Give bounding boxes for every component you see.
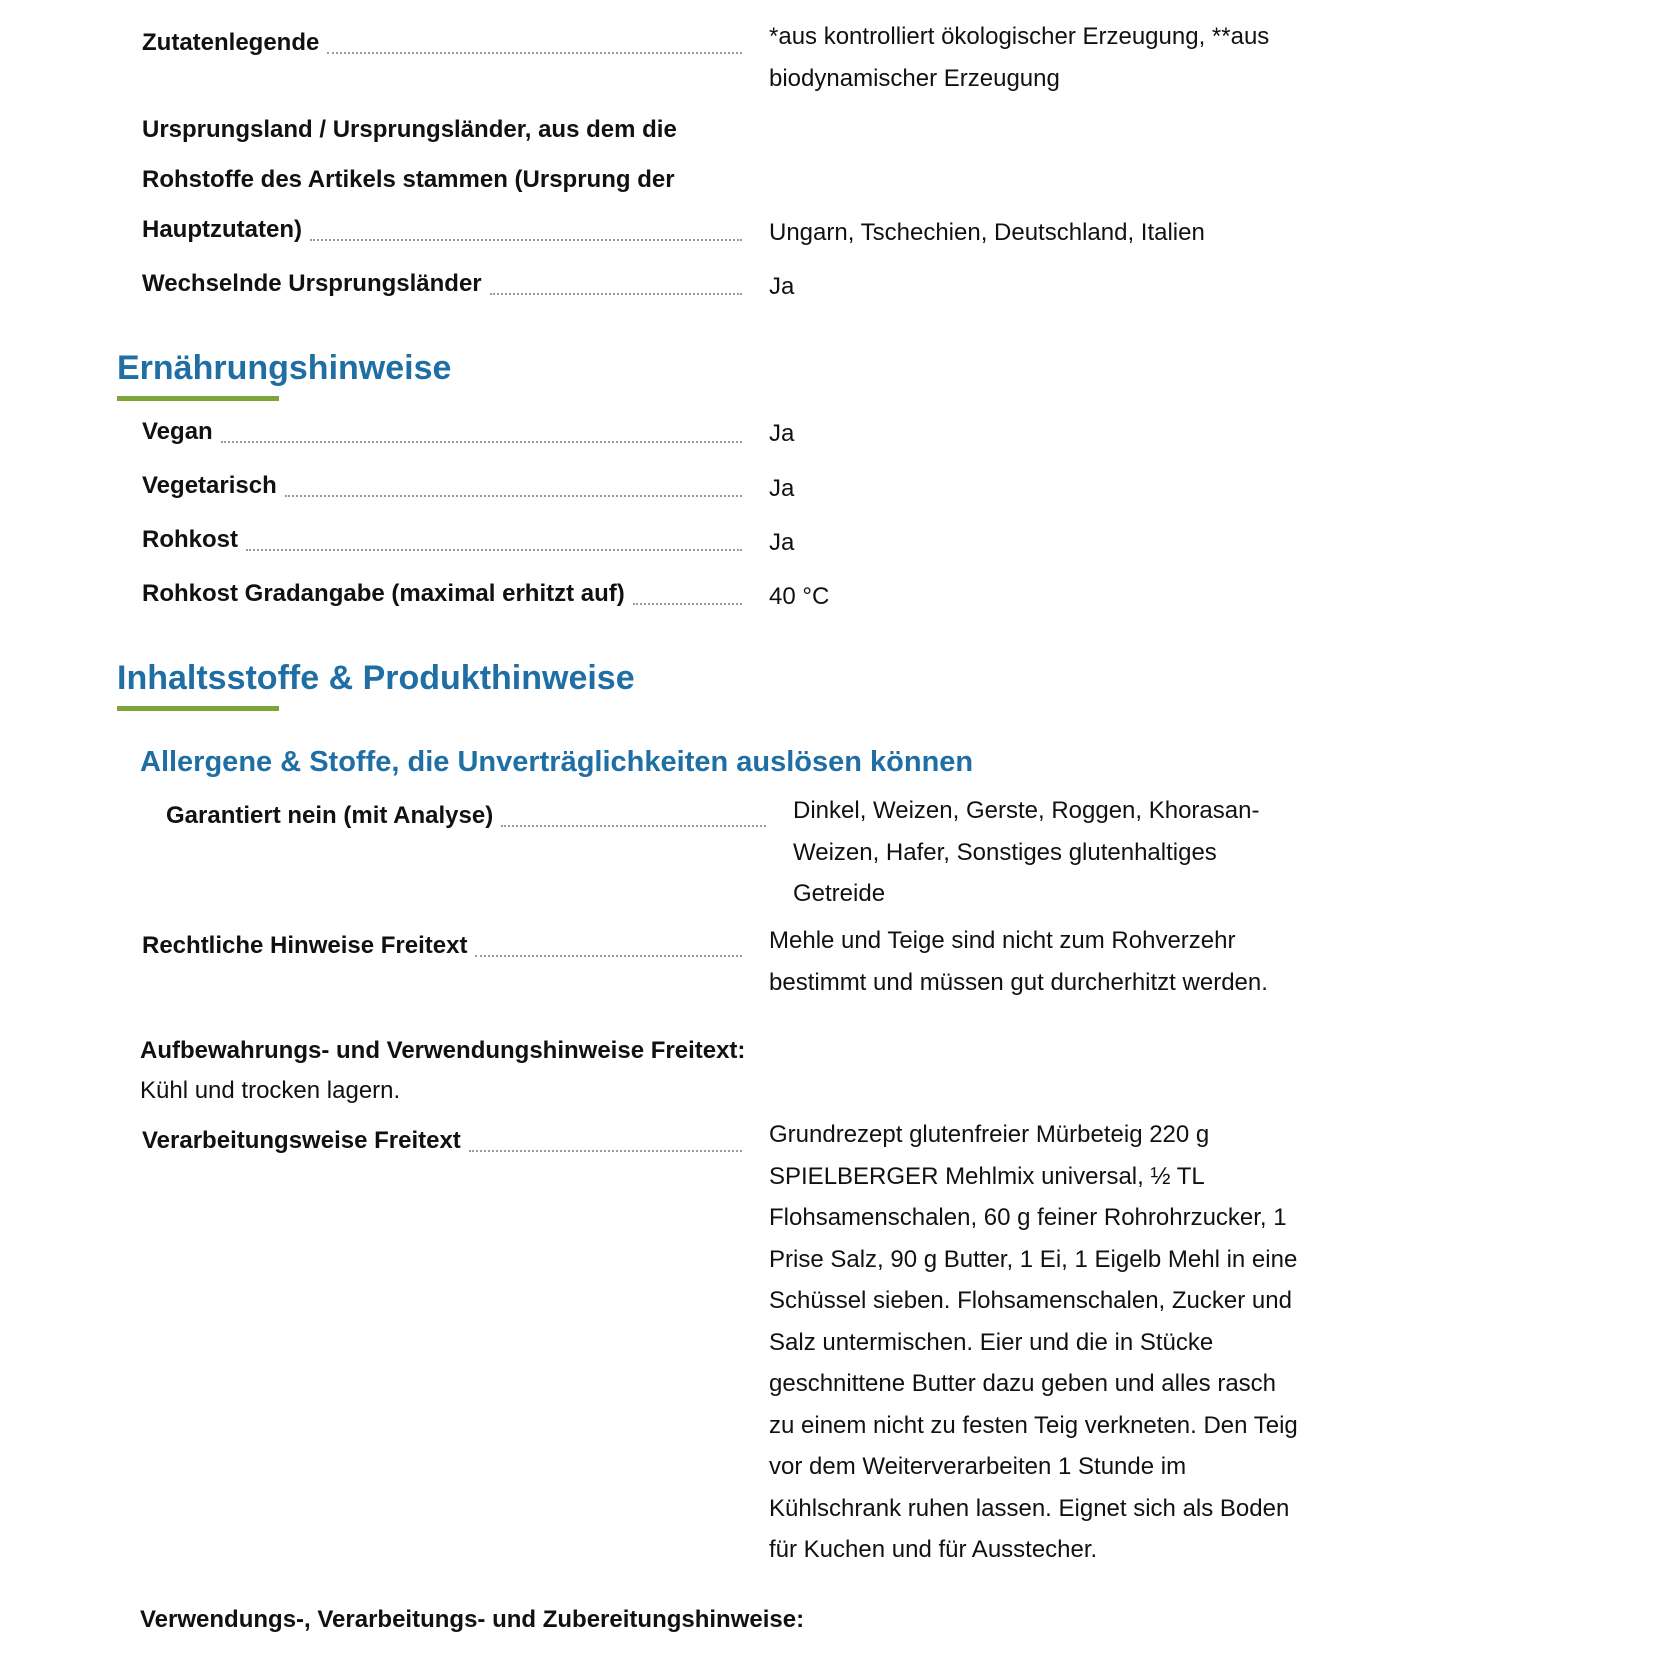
value-line: biodynamischer Erzeugung <box>769 64 1060 92</box>
label-text: Verarbeitungsweise Freitext <box>142 1127 461 1154</box>
label-rechtliche-hinweise <box>142 921 742 971</box>
value-ursprungsland: Ungarn, Tschechien, Deutschland, Italien <box>769 219 1205 246</box>
label-zutatenlegende <box>142 18 742 68</box>
dot-leader <box>490 293 742 295</box>
value-line: *aus kontrolliert ökologischer Erzeugung, **aus <box>769 23 1270 50</box>
value-garantiert-nein <box>793 790 1259 915</box>
label-text: Vegan <box>142 418 213 445</box>
dot-leader <box>221 441 742 443</box>
value-line: Mehle und Teige sind nicht zum Rohverzehr <box>769 927 1236 954</box>
section-underline <box>117 396 279 401</box>
label-line: Hauptzutaten) <box>142 216 302 243</box>
section-title-ernaehrungshinweise: Ernährungshinweise <box>117 349 452 387</box>
label-last-line <box>142 205 742 255</box>
section-underline <box>117 706 279 711</box>
aufbewahrung-title: Aufbewahrungs- und Verwendungshinweise Freitext: <box>140 1037 746 1064</box>
label-text: Rechtliche Hinweise Freitext <box>142 932 468 959</box>
value-line: Flohsamenschalen, 60 g feiner Rohrohrzucker, 1 <box>769 1204 1287 1231</box>
label-ursprungsland <box>142 105 742 255</box>
value-line: für Kuchen und für Ausstecher. <box>769 1536 1098 1563</box>
value-line: SPIELBERGER Mehlmix universal, ½ TL <box>769 1162 1205 1190</box>
verwendung-title: Verwendungs-, Verarbeitungs- und Zubereitungshinweise: <box>140 1606 805 1633</box>
label-garantiert-nein <box>166 791 766 841</box>
value-vegetarisch: Ja <box>769 475 795 502</box>
value-line: Weizen, Hafer, Sonstiges glutenhaltiges <box>793 838 1217 866</box>
label-line: Ursprungsland / Ursprungsländer, aus dem die <box>142 116 677 143</box>
value-rechtliche-hinweise <box>769 920 1268 1003</box>
value-line: geschnittene Butter dazu geben und alles rasch <box>769 1370 1277 1397</box>
label-text: Garantiert nein (mit Analyse) <box>166 802 494 829</box>
label-rohkost <box>142 515 742 565</box>
label-line: Rohstoffe des Artikels stammen (Ursprung der <box>142 166 675 193</box>
label-text: Vegetarisch <box>142 472 277 499</box>
value-line: Grundrezept glutenfreier Mürbeteig 220 g <box>769 1121 1210 1148</box>
label-vegan <box>142 407 742 457</box>
value-line: Dinkel, Weizen, Gerste, Roggen, Khorasan- <box>793 797 1260 824</box>
dot-leader <box>246 549 742 551</box>
value-line: vor dem Weiterverarbeiten 1 Stunde im <box>769 1453 1187 1480</box>
value-verarbeitungsweise <box>769 1114 1298 1571</box>
value-line: Getreide <box>793 880 886 907</box>
value-wechselnde-ursprungslaender: Ja <box>769 273 795 300</box>
value-vegan: Ja <box>769 420 795 447</box>
dot-leader <box>469 1150 742 1152</box>
section-title-inhaltsstoffe: Inhaltsstoffe & Produkthinweise <box>117 659 635 697</box>
label-text: Zutatenlegende <box>142 29 320 56</box>
label-wechselnde-ursprungslaender <box>142 259 742 309</box>
dot-leader <box>501 825 766 827</box>
dot-leader <box>310 239 742 241</box>
dot-leader <box>285 495 742 497</box>
dot-leader <box>327 52 742 54</box>
value-line: Prise Salz, 90 g Butter, 1 Ei, 1 Eigelb Mehl in eine <box>769 1245 1298 1273</box>
subsection-title-allergene: Allergene & Stoffe, die Unverträglichkeiten auslösen können <box>140 746 974 778</box>
value-line: bestimmt und müssen gut durcherhitzt werden. <box>769 968 1268 996</box>
value-line: zu einem nicht zu festen Teig verkneten. Den Teig <box>769 1411 1298 1439</box>
value-rohkost-gradangabe: 40 °C <box>769 583 830 610</box>
value-line: Schüssel sieben. Flohsamenschalen, Zucker und <box>769 1287 1292 1314</box>
dot-leader <box>633 603 742 605</box>
label-text: Rohkost <box>142 526 238 553</box>
value-rohkost: Ja <box>769 529 795 556</box>
aufbewahrung-text: Kühl und trocken lagern. <box>140 1077 401 1104</box>
label-vegetarisch <box>142 461 742 511</box>
label-text: Wechselnde Ursprungsländer <box>142 270 482 297</box>
value-line: Salz untermischen. Eier und die in Stücke <box>769 1328 1214 1356</box>
value-line: Kühlschrank ruhen lassen. Eignet sich als Boden <box>769 1494 1290 1522</box>
value-zutatenlegende <box>769 16 1269 99</box>
label-text: Rohkost Gradangabe (maximal erhitzt auf) <box>142 580 625 607</box>
dot-leader <box>475 955 742 957</box>
label-rohkost-gradangabe <box>142 569 742 619</box>
label-verarbeitungsweise <box>142 1116 742 1166</box>
